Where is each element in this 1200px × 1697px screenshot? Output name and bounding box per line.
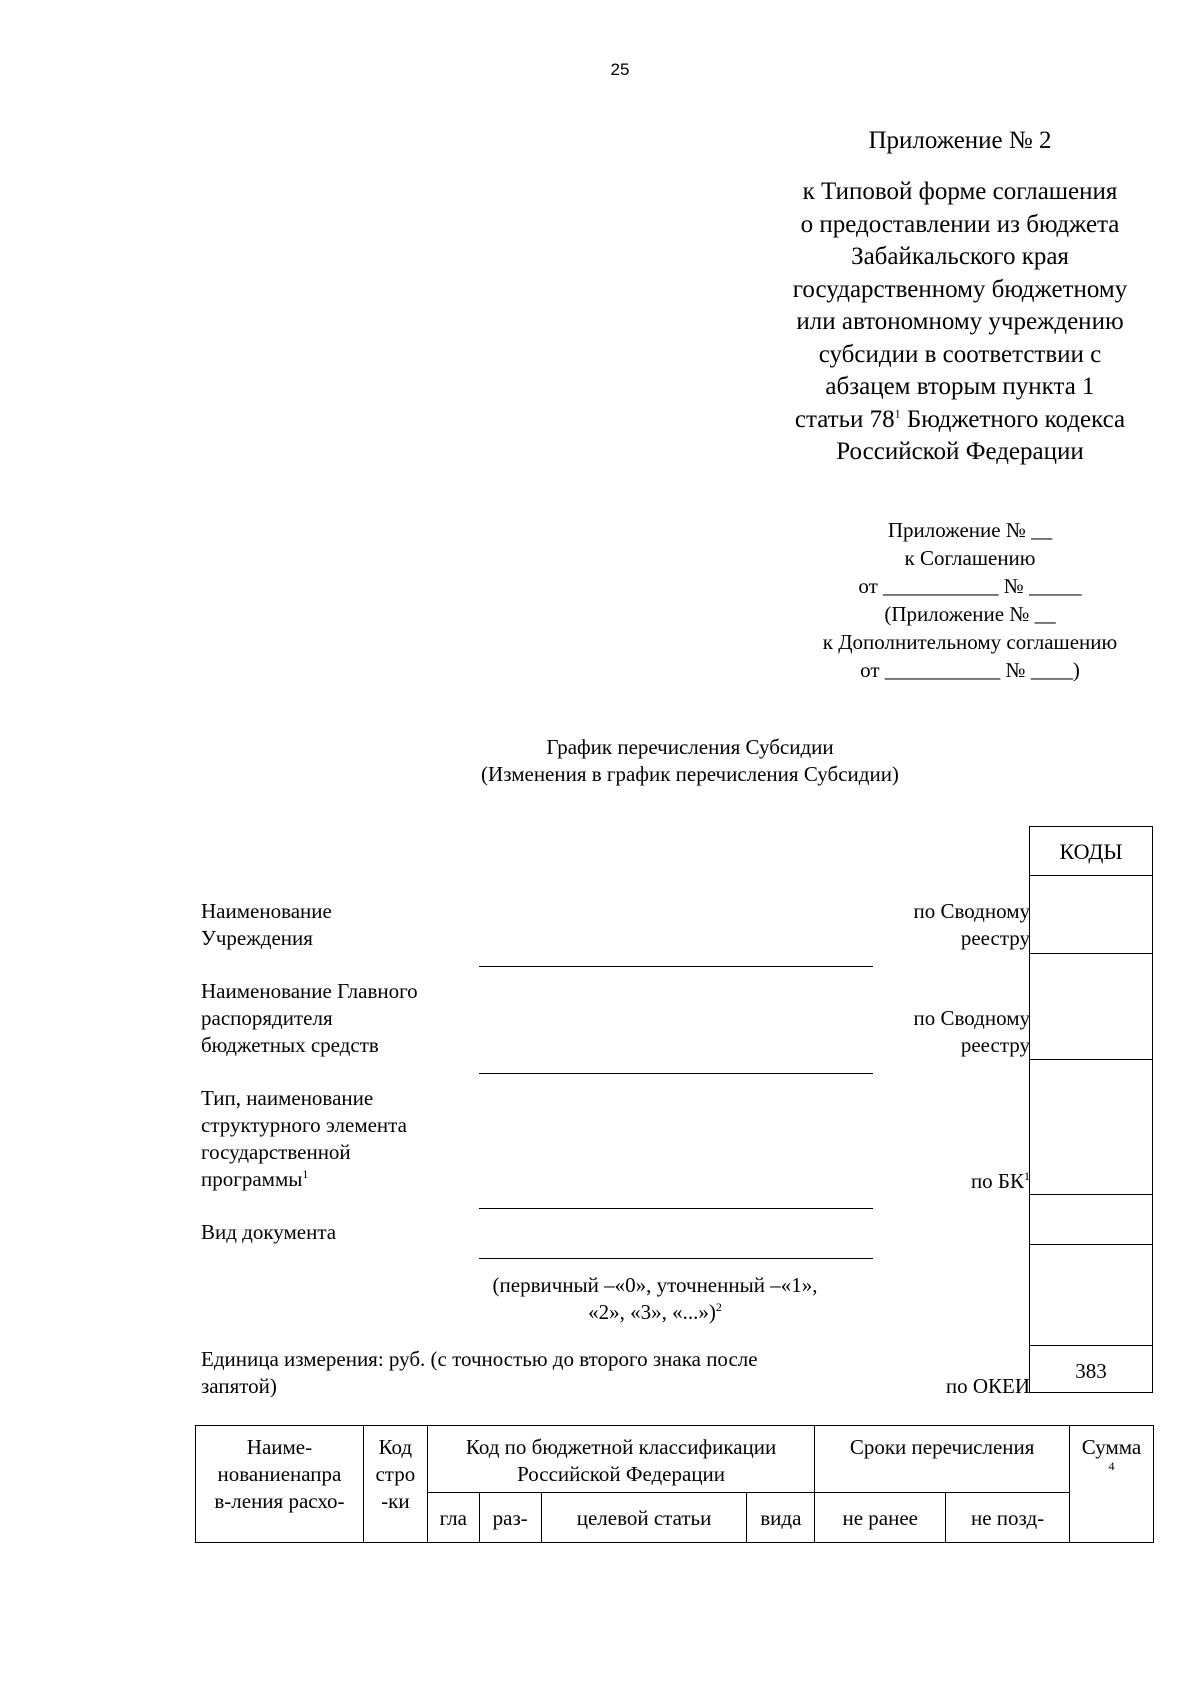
appendix-line: Российской Федерации bbox=[836, 438, 1084, 465]
doc-type-label: Вид документа bbox=[201, 1220, 337, 1244]
institution-code-label: по Сводному реестру bbox=[913, 899, 1030, 950]
header-budget-classification: Код по бюджетной классификации Российской Федерации bbox=[427, 1426, 814, 1493]
article-suffix: Бюджетного кодекса bbox=[900, 405, 1126, 433]
doc-type-footnote: 2 bbox=[715, 1300, 722, 1314]
appendix-subtitle bbox=[740, 176, 1180, 469]
codes-divider bbox=[1030, 1244, 1152, 1245]
appendix-article-line bbox=[740, 404, 1180, 437]
agreement-line: (Приложение № __ bbox=[884, 602, 1056, 626]
header-sum bbox=[1069, 1426, 1153, 1543]
table-header-row bbox=[196, 1426, 1154, 1493]
agreement-line: к Соглашению bbox=[904, 546, 1036, 570]
appendix-line: субсидии в соответствии с bbox=[818, 340, 1102, 368]
doc-type-code-cell[interactable] bbox=[1031, 1195, 1151, 1243]
header-row-code: Код стро -ки bbox=[363, 1426, 427, 1543]
chief-manager-label: Наименование Главного распорядителя бюджетных средств bbox=[201, 979, 418, 1057]
institution-code-cell[interactable] bbox=[1031, 876, 1151, 952]
okei-code-value: 383 bbox=[1075, 1359, 1107, 1383]
institution-input-line[interactable] bbox=[479, 966, 873, 967]
doc-type-hint-line2 bbox=[440, 1299, 870, 1326]
appendix-line: или автономному учреждению bbox=[796, 308, 1124, 335]
codes-divider bbox=[1030, 1345, 1152, 1346]
form-title bbox=[270, 734, 1110, 788]
subheader-not-later: не позд- bbox=[946, 1493, 1070, 1543]
doc-type-hint-text: «2», «3», «...») bbox=[588, 1300, 716, 1324]
header-expense-direction: Наиме- нованиенапра в-ления расхо- bbox=[196, 1426, 364, 1543]
okei-code-label: по ОКЕИ bbox=[945, 1374, 1030, 1398]
appendix-line: Забайкальского края bbox=[851, 243, 1069, 270]
subheader-type: вида bbox=[747, 1493, 815, 1543]
agreement-reference bbox=[770, 516, 1170, 684]
program-code-cell[interactable] bbox=[1031, 1060, 1151, 1193]
appendix-line: к Типовой форме соглашения bbox=[802, 178, 1118, 205]
codes-header: КОДЫ bbox=[1059, 839, 1123, 864]
doc-type-hint bbox=[440, 1272, 870, 1326]
schedule-table bbox=[195, 1425, 1154, 1543]
header-sum-label: Сумма bbox=[1081, 1435, 1142, 1459]
subheader-chapter: гла bbox=[427, 1493, 479, 1543]
chief-manager-code-cell[interactable] bbox=[1031, 954, 1151, 1058]
article-prefix: статьи 78 bbox=[794, 405, 895, 433]
doc-type-hint-line: (первичный –«0», уточненный –«1», bbox=[492, 1273, 818, 1297]
program-code-footnote: 1 bbox=[1024, 1169, 1030, 1183]
program-label-text: Тип, наименование структурного элемента государственной программы bbox=[201, 1086, 407, 1191]
subheader-not-earlier: не ранее bbox=[815, 1493, 946, 1543]
subheader-target-article: целевой статьи bbox=[541, 1493, 747, 1543]
program-code-label bbox=[820, 1168, 1030, 1195]
header-sum-footnote: 4 bbox=[1108, 1459, 1115, 1473]
appendix-line: о предоставлении из бюджета bbox=[800, 210, 1120, 238]
program-input-line[interactable] bbox=[479, 1208, 873, 1209]
institution-label: Наименование Учреждения bbox=[201, 899, 332, 950]
appendix-title: Приложение № 2 bbox=[868, 127, 1052, 154]
subheader-section: раз- bbox=[479, 1493, 541, 1543]
appendix-line: абзацем вторым пункта 1 bbox=[825, 373, 1095, 400]
chief-manager-input-line[interactable] bbox=[479, 1073, 873, 1074]
agreement-line: от ___________ № _____ bbox=[858, 574, 1082, 598]
agreement-line: Приложение № __ bbox=[887, 518, 1053, 542]
agreement-line: от ___________ № ____) bbox=[860, 658, 1080, 682]
form-title-main: График перечисления Субсидии bbox=[546, 735, 834, 759]
agreement-line: к Дополнительному соглашению bbox=[822, 630, 1118, 654]
article-footnote: 1 bbox=[894, 406, 901, 421]
page-number: 25 bbox=[610, 60, 630, 79]
program-label bbox=[201, 1085, 407, 1193]
program-footnote: 1 bbox=[302, 1167, 309, 1181]
doc-type-input-line[interactable] bbox=[479, 1258, 873, 1259]
form-title-changes: (Изменения в график перечисления Субсидии) bbox=[481, 762, 899, 786]
header-transfer-terms: Сроки перечисления bbox=[815, 1426, 1070, 1493]
chief-manager-code-label: по Сводному реестру bbox=[913, 1006, 1030, 1057]
program-code-text: по БК bbox=[970, 1169, 1024, 1193]
appendix-line: государственному бюджетному bbox=[792, 275, 1128, 303]
unit-label: Единица измерения: руб. (с точностью до второго знака после запятой) bbox=[201, 1347, 758, 1398]
